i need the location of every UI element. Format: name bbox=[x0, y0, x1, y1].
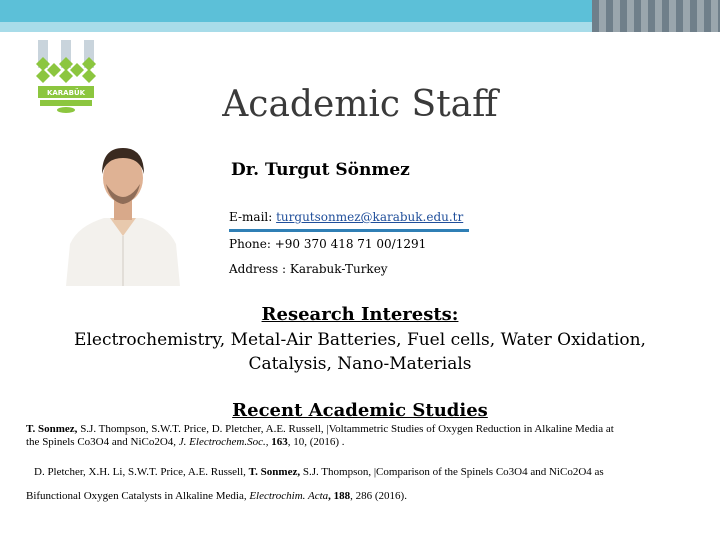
phone-text: Phone: +90 370 418 71 00/1291 bbox=[229, 237, 427, 251]
staff-name: Dr. Turgut Sönmez bbox=[231, 160, 410, 180]
ref1-pages: , 10, (2016) . bbox=[287, 436, 345, 448]
email-row bbox=[229, 210, 463, 224]
top-bar-light bbox=[0, 22, 592, 32]
reference-2-line-1 bbox=[34, 466, 714, 479]
ref1-authors: S.J. Thompson, S.W.T. Price, D. Pletcher, A.E. Russell, |Voltammetric Studies of Oxygen Reduction in Alkaline Media at bbox=[77, 423, 614, 435]
svg-text:KARABÜK: KARABÜK bbox=[46, 89, 86, 97]
research-heading: Research Interests: bbox=[261, 304, 459, 325]
top-bar-cyan bbox=[0, 0, 592, 22]
studies-heading: Recent Academic Studies bbox=[232, 400, 488, 421]
email-accent-line bbox=[229, 229, 469, 232]
page-title: Academic Staff bbox=[222, 84, 498, 125]
ref1-volume: 163 bbox=[268, 436, 288, 448]
research-line-2: Catalysis, Nano-Materials bbox=[248, 354, 472, 374]
ref2-title-end: Bifunctional Oxygen Catalysts in Alkaline Media, bbox=[26, 490, 250, 502]
ref2-volume: , 188 bbox=[328, 490, 351, 502]
top-bar-stripes bbox=[592, 0, 720, 32]
research-line-1: Electrochemistry, Metal-Air Batteries, Fuel cells, Water Oxidation, bbox=[74, 330, 646, 350]
ref1-author-bold: T. Sonmez, bbox=[26, 423, 78, 435]
ref2-journal: Electrochim. Acta bbox=[249, 490, 329, 502]
ref1-title-end: the Spinels Co3O4 and NiCo2O4, bbox=[26, 436, 179, 448]
profile-photo bbox=[64, 132, 182, 286]
ref1-journal: J. Electrochem.Soc., bbox=[178, 436, 269, 448]
email-link[interactable]: turgutsonmez@karabuk.edu.tr bbox=[276, 210, 464, 224]
top-decor-bar bbox=[0, 0, 720, 32]
reference-2-line-2 bbox=[26, 490, 706, 503]
reference-1 bbox=[26, 423, 706, 449]
ref2-title: S.J. Thompson, |Comparison of the Spinels Co3O4 and NiCo2O4 as bbox=[300, 466, 604, 478]
ref2-pages: , 286 (2016). bbox=[350, 490, 407, 502]
ref2-authors: D. Pletcher, X.H. Li, S.W.T. Price, A.E. Russell, bbox=[34, 466, 249, 478]
ref2-author-bold: T. Sonmez, bbox=[248, 466, 301, 478]
email-label: E-mail: bbox=[229, 210, 277, 224]
address-text: Address : Karabuk-Turkey bbox=[229, 262, 388, 276]
